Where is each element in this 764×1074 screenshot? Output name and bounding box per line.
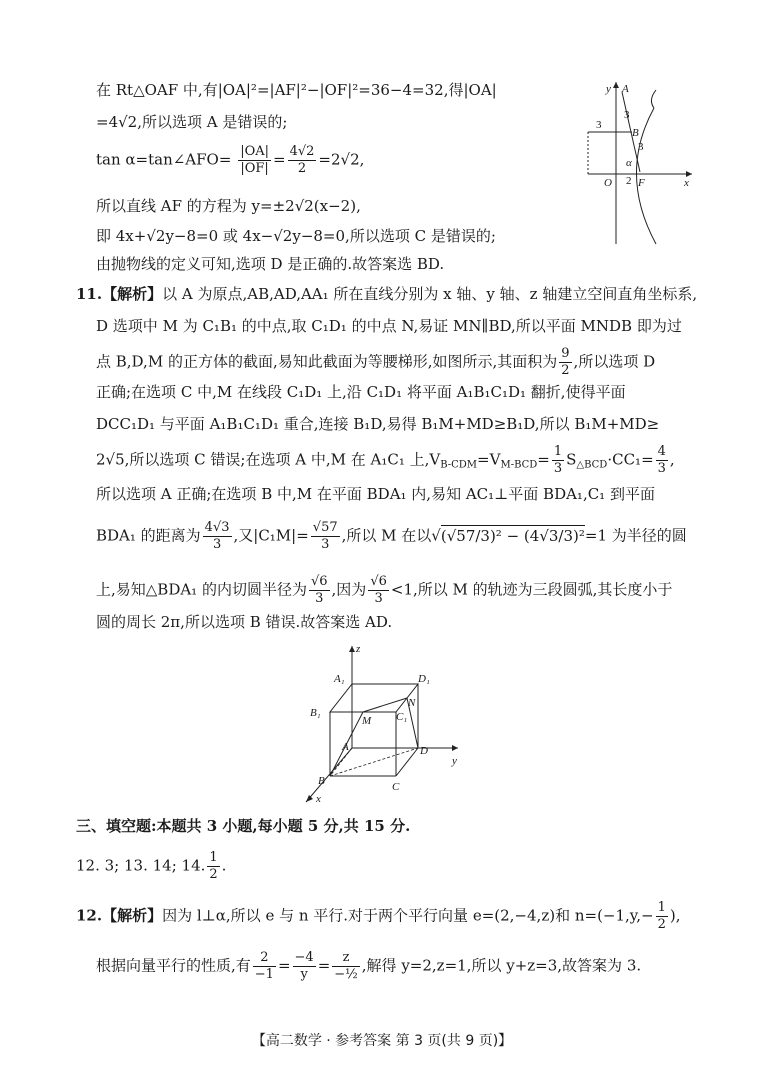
sec3-answers	[76, 850, 226, 883]
text-seg: ,解得 y=2,z=1,所以 y+z=3,故答案为 3.	[361, 956, 642, 975]
sec12-line1	[76, 900, 681, 933]
sec11-line9	[96, 574, 672, 607]
text-seg: BDA₁ 的距离为	[96, 526, 201, 545]
label-2: 2	[626, 175, 632, 187]
label-O: O	[604, 177, 612, 189]
y-axis-arrow	[452, 745, 458, 751]
fraction	[368, 574, 389, 607]
label-B: B	[632, 127, 639, 139]
denominator: 3	[374, 591, 383, 606]
fraction	[332, 950, 360, 983]
label-F: F	[638, 177, 645, 189]
denominator: 2	[657, 917, 666, 932]
denominator: 3	[315, 591, 324, 606]
parabola-curve	[636, 108, 656, 244]
text-seg: ·CC₁=	[607, 450, 654, 469]
subscript: M-BCD	[500, 459, 538, 471]
numerator: √6	[310, 574, 328, 589]
text-seg: 因为 l⊥α,所以 e 与 n 平行.对于两个平行向量 e=(2,−4,z)和 n=(−1,y,−	[162, 906, 654, 925]
text-seg: 点 B,D,M 的正方体的截面,易知此截面为等腰梯形,如图所示,其面积为	[96, 352, 558, 371]
fraction	[203, 520, 232, 553]
denominator: 3	[321, 537, 330, 552]
denominator: 2	[209, 867, 218, 882]
text-seg: 上,易知△BDA₁ 的内切圆半径为	[96, 580, 307, 599]
edge-CD	[396, 748, 418, 776]
text-seg: 根据向量平行的性质,有	[96, 956, 251, 975]
label-D1: D₁	[418, 673, 430, 685]
sec10-line4: 所以直线 AF 的方程为 y=±2√2(x−2),	[96, 197, 361, 215]
denominator: 3	[553, 461, 563, 476]
denominator: |OF|	[240, 161, 269, 176]
sec11-line2: D 选项中 M 为 C₁B₁ 的中点,取 C₁D₁ 的中点 N,易证 MN∥BD,所以平面 MNDB 即为过	[96, 317, 682, 335]
label-B1: B₁	[310, 707, 321, 719]
text-seg: =1 为半径的圆	[584, 526, 687, 545]
text-seg: =2√2,	[318, 150, 365, 169]
page-footer: 【高二数学 · 参考答案 第 3 页(共 9 页)】	[251, 1033, 513, 1049]
sec11-line6	[96, 444, 675, 477]
label-alpha: α	[626, 157, 632, 169]
y-axis-arrow	[613, 82, 619, 88]
label-D: D	[420, 745, 428, 757]
text-seg: ),	[669, 906, 681, 925]
text-seg: ,又|C₁M|=	[233, 526, 309, 545]
text-seg: <1,所以 M 的轨迹为三段圆弧,其长度小于	[390, 580, 673, 599]
sec11-line5: DCC₁D₁ 与平面 A₁B₁C₁D₁ 重合,连接 B₁D,易得 B₁M+MD≥B₁D,所以 B₁M+MD≥	[96, 415, 660, 433]
parabola-figure	[578, 78, 698, 246]
sec11-line7: 所以选项 A 正确;在选项 B 中,M 在平面 BDA₁ 内,易知 AC₁⊥平面 BDA₁,C₁ 到平面	[96, 485, 655, 503]
text-seg: =V	[477, 450, 501, 469]
fraction	[288, 144, 317, 177]
numerator: 4√3	[204, 520, 230, 535]
numerator: √6	[370, 574, 387, 589]
fraction	[309, 574, 330, 607]
cube-figure	[300, 640, 470, 808]
fraction	[293, 950, 316, 983]
label-y: y	[452, 755, 457, 767]
denominator: 3	[657, 461, 666, 476]
sec10-line3: tan α=tan∠AFO= $\frac{|OA|}{|OF|}$ = $\frac{4√2}{2}$ =2√2,	[96, 144, 365, 176]
label-N: N	[408, 697, 416, 709]
text-seg: 2√5,所以选项 C 错误;在选项 A 中,M 在 A₁C₁ 上,V	[96, 450, 441, 469]
x-axis-arrow	[306, 795, 313, 802]
denominator: −½	[334, 967, 358, 982]
sqrt-expression: (√57/3)² − (4√3/3)²	[440, 526, 585, 545]
numerator: z	[332, 950, 360, 967]
subscript: B-CDM	[440, 459, 478, 471]
sec3-title: 三、填空题:本题共 3 小题,每小题 5 分,共 15 分.	[76, 817, 411, 835]
label-C: C	[392, 781, 400, 793]
denominator: y	[300, 967, 308, 982]
fraction	[311, 520, 340, 553]
label-3c: 3	[638, 141, 644, 153]
numerator: 1	[657, 900, 666, 915]
subscript: △BCD	[576, 459, 608, 471]
label-y: y	[606, 83, 611, 95]
sec11-line4: 正确;在选项 C 中,M 在线段 C₁D₁ 上,沿 C₁D₁ 将平面 A₁B₁C₁D₁ 翻折,使得平面	[96, 383, 626, 401]
text-seg: S	[566, 450, 577, 469]
label-C1: C₁	[396, 711, 408, 723]
fraction	[238, 144, 271, 177]
label-3a: 3	[624, 109, 630, 121]
denominator: 3	[212, 537, 222, 552]
numerator: 9	[561, 346, 570, 361]
numerator: 1	[553, 444, 563, 459]
sec11-line8: BDA₁ 的距离为 $\frac{4√3}{3}$ ,又|C₁M|= $\frac{√57}{3}$ ,所以 M 在以√(√57/3)² − (4√3/3)²=1 为半径的圆	[96, 520, 687, 552]
label-B: B	[318, 775, 325, 787]
fraction	[656, 444, 668, 477]
label-z: z	[356, 643, 361, 655]
sec11-heading: 11.【解析】	[76, 285, 163, 303]
denominator: 2	[297, 161, 307, 176]
denominator: −1	[254, 967, 274, 982]
text-seg: ,因为	[331, 580, 367, 599]
text-seg: .	[221, 856, 227, 875]
sec11-line1	[76, 284, 697, 304]
parabola-curve-top	[651, 90, 656, 108]
text-seg: 12. 3; 13. 14; 14.	[76, 856, 206, 875]
sec10-line6: 由抛物线的定义可知,选项 D 是正确的.故答案选 BD.	[96, 255, 445, 273]
label-A: A	[622, 83, 629, 95]
numerator: 4	[657, 444, 666, 459]
numerator: 2	[253, 950, 276, 967]
label-x: x	[316, 793, 321, 805]
sec11-line10: 圆的周长 2π,所以选项 B 错误.故答案选 AD.	[96, 613, 393, 631]
numerator: 4√2	[289, 144, 315, 159]
numerator: 1	[209, 850, 218, 865]
fraction	[552, 444, 564, 477]
numerator: −4	[294, 950, 314, 965]
fraction	[656, 900, 668, 933]
fraction	[207, 850, 219, 883]
sec10-line1: 在 Rt△OAF 中,有|OA|²=|AF|²−|OF|²=36−4=32,得|OA|	[96, 81, 497, 99]
sec12-line2	[96, 950, 641, 983]
sec10-line5: 即 4x+√2y−8=0 或 4x−√2y−8=0,所以选项 C 是错误的;	[96, 227, 496, 245]
x-axis	[306, 748, 352, 802]
edge-MN	[363, 698, 407, 712]
fraction	[559, 346, 571, 379]
text-seg: ,所以选项 D	[573, 352, 656, 371]
sec12-heading: 12.【解析】	[76, 906, 163, 925]
top-face	[330, 684, 418, 712]
text-seg: ,所以 M 在以	[341, 526, 432, 545]
text-seg: =	[317, 956, 331, 975]
label-M: M	[362, 715, 372, 727]
text-seg: ,	[669, 450, 675, 469]
label-3b: 3	[596, 119, 602, 131]
denominator: 2	[561, 363, 570, 378]
label-x: x	[684, 177, 689, 189]
text-seg: =	[537, 450, 550, 469]
label-A: A	[342, 741, 349, 753]
numerator: |OA|	[240, 144, 269, 159]
z-axis-arrow	[349, 646, 355, 652]
text-seg: 以 A 为原点,AB,AD,AA₁ 所在直线分别为 x 轴、y 轴、z 轴建立空间直角坐标系,	[162, 285, 698, 303]
sec10-line2: =4√2,所以选项 A 是错误的;	[96, 113, 288, 131]
numerator: √57	[312, 520, 338, 535]
text-seg: tan α=tan∠AFO=	[96, 150, 232, 169]
fraction	[253, 950, 276, 983]
sec11-line3	[96, 346, 655, 379]
label-A1: A₁	[334, 673, 345, 685]
text-seg: =	[277, 956, 291, 975]
